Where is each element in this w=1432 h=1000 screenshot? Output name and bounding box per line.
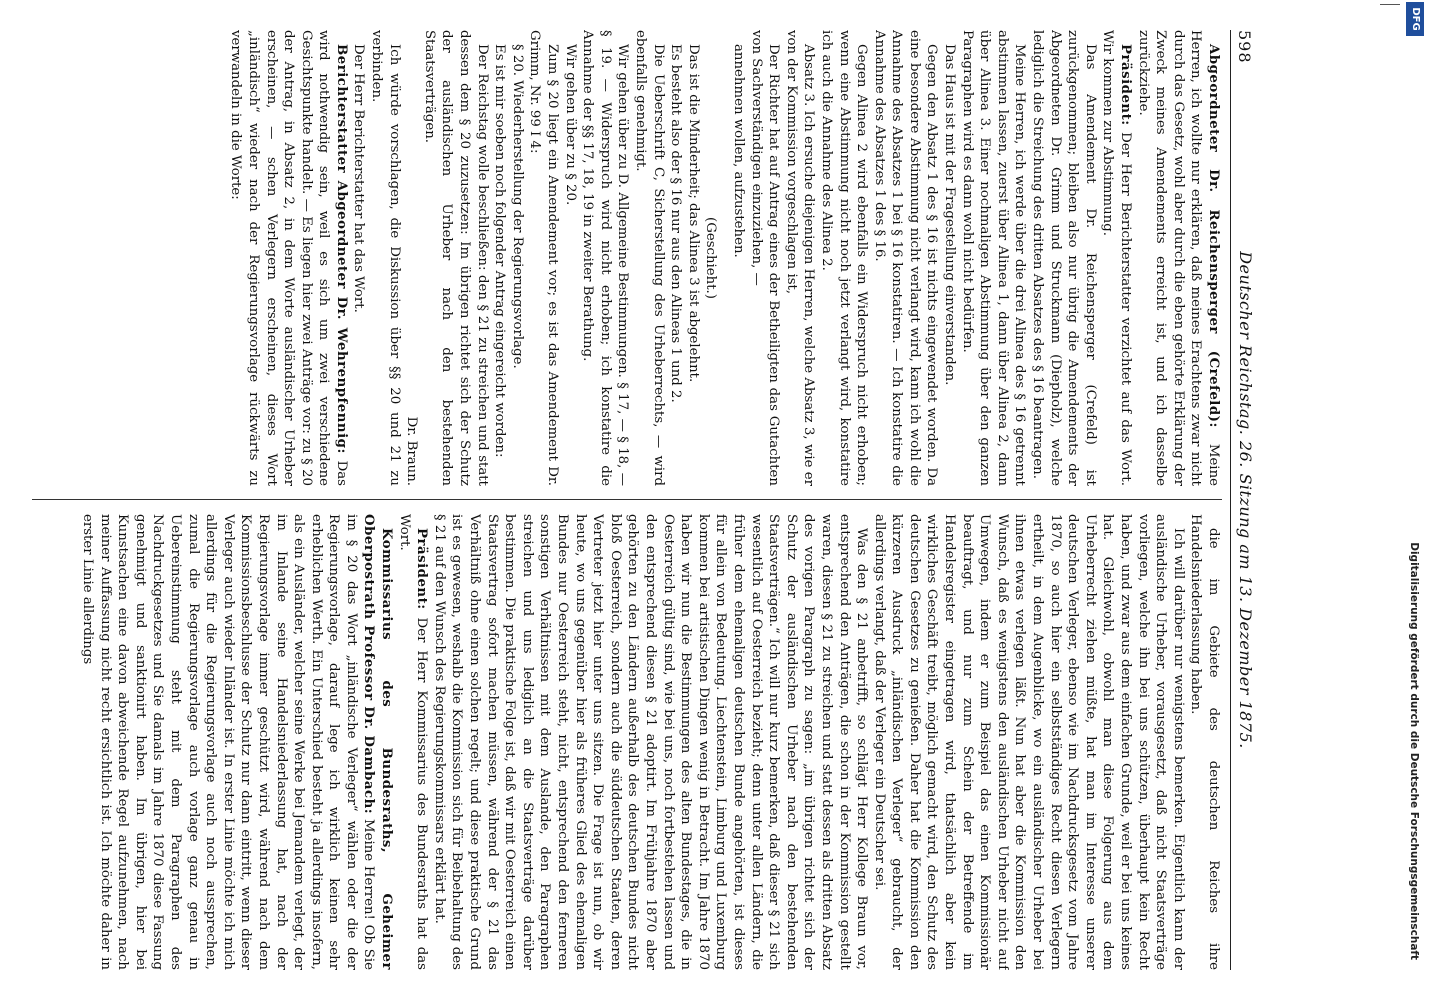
paragraph	[1028, 30, 1098, 486]
paragraph	[420, 30, 490, 486]
paragraph-text: Ich will darüber nur wenigstens bemerken. Eigentlich kann der ausländische Urheber, vorausgesetzt, daß nicht Staatsverträge vorliegen, welche ihn bei uns schützen, überhaupt kein Recht haben, und zwar aus dem einfachen Grunde, weil er bei uns keines hat. Gleichwohl, obwohl man diese Folgerung aus dem Urheberrecht ziehen müßte, hat man im Interesse unserer deutschen Verleger, ebenso wie im Nachdrucksgesetz vom Jahre 1870, so auch hier ein selbstständiges Recht diesen Verlegern ertheilt, in dem Augenblicke, wo ein ausländischer Urheber bei ihnen etwas verlegen läßt. Nun hat aber die Kommission den Wunsch, daß es wenigstens den ausländischen Urheber nicht auf Umwegen, indem er zum Beispiel das einen Kommissionär beauftragt, und nur zum Schein der Betreffende im Handelsregister eingetragen wird, thatsächlich aber kein wirkliches Geschäft treibt, möglich gemacht wird, den Schutz des deutschen Gesetzes zu genießen. Daher hat die Kommission den kürzeren Ausdruck „inländischen Verleger“ gebraucht, der allerdings verlangt, daß der Verleger ein Deutscher sei.	[871, 514, 1186, 970]
paragraph-text: (Geschieht.)	[703, 217, 719, 299]
paragraph	[395, 514, 430, 970]
paragraph-text: Der Herr Kommissarius des Bundesraths hat das Wort.	[396, 514, 430, 970]
paragraph-text: Was den § 21 anbetrifft, so schlägt Herr Kollege Braun vor, entsprechend den Anträgen, die schon in der Kommission gestellt waren, diesen § 21 zu streichen und statt dessen als dritten Absatz des vorigen Paragraph zu sagen: „im übrigen richtet sich der Schutz der ausländischen Urheber nach den bestehenden Staatsverträgen.“ Ich will nur kurz bemerken, daß dieser § 21 sich wesentlich auf Oesterreich bezieht; denn unter allen Ländern, die früher dem ehemaligen deutschen Bunde angehörten, ist dieses für allein von Bedeutung. Liechtenstein, Limburg und Luxemburg kommen bei artistischen Dingen wenig in Betracht. Im Jahre 1870 haben wir nun die Bestimmungen des alten Bundestages, die in Oesterreich gültig sind, wie bei uns, noch fortbestehen lassen und den entsprechend diesen § 21 adoptirt. Im Frühjahre 1870 aber gehörten zu den Ländern außerhalb des deutschen Bundes nicht bloß Oesterreich, sondern auch die süddeutschen Staaten, deren Vertreter jetzt hier unter uns sitzen. Die Frage ist nun, ob wir heute, wo uns gegenüber hier als früheres Glied des ehemaligen Bundes nur Oesterreich steht, nicht, entsprechend den ferneren sonstigen Verhältnissen mit dem Auslande, den Paragraphen streichen und uns lediglich an die Staatsverträge darüber bestimmen. Die praktische Folge ist, daß wir mit Oesterreich einen Staatsvertrag sofort machen müssen, während der § 21 das Verhältniß ohne einen solchen regelt; und diese praktische Grund ist es gewesen, weshalb die Kommission sich für Beibehaltung des § 21 auf den Wunsch des Regierungskommissars erklärt hat.	[431, 514, 870, 970]
paragraph	[78, 514, 395, 970]
scan-mark	[1380, 4, 1400, 5]
paragraph	[941, 30, 959, 486]
paragraph-text: Der Reichstag wolle beschließen: den § 21 zu streichen und statt dessen dem § 20 zuzusetzen: Im übrigen richtet sich der Schutz der ausländischen Urheber nach den bestehenden Staatsverträgen.	[421, 30, 490, 486]
paragraph-text: Der Richter hat auf Antrag eines der Betheiligten das Gutachten von Sachverständigen einzuziehen, —	[748, 30, 782, 486]
paragraph-text: Wir gehen über zu § 20.	[562, 44, 578, 206]
paragraph-text: Das wird nothwendig sein, weil es sich um zwei verschiedene Gesichtspunkte handelt. — Es liegen hier zwei Anträge vor: zu § 20 der Antrag, in Absatz 2, in dem Worte ausländischer Urheber erscheinen, — schen Verlegern erscheinen, dieses Wort „inländisch“ wieder nach der Regierungsvorlage rückwärts zu verwandeln in die Worte:	[228, 30, 349, 486]
paragraph-text: Es besteht also der § 16 nur aus den Alineas 1 und 2.	[668, 44, 684, 403]
paragraph	[403, 30, 421, 486]
paragraph-text: Dr. Braun.	[404, 416, 420, 486]
paragraph	[227, 30, 350, 486]
paragraph	[870, 30, 940, 486]
paragraph-text: Meine Herren! Ob Sie im § 20 das Wort „inländische Verleger“ wählen oder die der Regierungsvorlage, darauf lege ich wirklich keinen sehr erheblichen Werth. Ein Unterschied besteht ja allerdings insofern, als ein Ausländer, welcher seine Werke bei Jemandem verlegt, der im Inlande seine Handelsniederlassung hat, nach der Regierungsvorlage immer geschützt wird, während nach dem Kommissionsbeschlusse der Schutz nur dann eintritt, wenn dieser Verleger auch wieder Inländer ist. In erster Linie möchte ich mich allerdings für die Regierungsvorlage auch noch aussprechen, zumal die Regierungsvorlage auch vorlage ganz genau in Uebereinstimmung steht mit dem Paragraphen des Nachdruckgesetzes und Sie damals im Jahre 1870 diese Fassung genehmigt und sanktionirt haben. Im übrigen, hier bei Kunstsachen eine davon abweichende Regel aufzunehmen, nach meiner Auffassung nicht recht ersichtlich ist. Ich möchte daher in erster Linie allerdings	[80, 514, 377, 970]
side-notice-text: Digitalisierung gefördert durch die Deutsche Forschungsgemeinschaft	[1408, 542, 1420, 960]
paragraph-text: Es ist mir soeben noch folgender Antrag eingereicht worden:	[492, 44, 508, 458]
paragraph-text: Ich würde vorschlagen, die Diskussion über §§ 20 und 21 zu verbinden.	[369, 30, 402, 486]
paragraph-text: Der Herr Berichterstatter verzichtet auf das Wort. Wir kommen zur Abstimmung.	[1100, 30, 1134, 486]
paragraph-text: Zum § 20 liegt ein Amendement vor; es ist das Amendement Dr. Grimm, Nr. 99 I 4:	[527, 30, 561, 486]
paragraph	[782, 30, 817, 486]
paragraph-text: Absatz 3. Ich ersuche diejenigen Herren, welche Absatz 3, wie er von der Kommission vorgeschlagen ist,	[783, 30, 817, 486]
paragraph	[667, 30, 685, 486]
dfg-logo	[1406, 2, 1424, 36]
page-number: 598	[1235, 30, 1254, 64]
paragraph	[579, 30, 632, 486]
paragraph-text: annehmen wollen, aufzustehen.	[730, 44, 746, 258]
paragraph	[684, 30, 702, 486]
paragraph	[561, 30, 579, 486]
paragraph	[491, 30, 509, 486]
paragraph	[1099, 30, 1134, 486]
paragraph-text: Gegen Alinea 2 wird ebenfalls ein Widerspruch nicht erhoben; wenn eine Abstimmung nicht noch jetzt verlangt wird, konstatire ich auch die Annahme des Alinea 2.	[818, 30, 870, 486]
paragraph-text: Meine Herren, ich wollte nur erklären, daß meines Erachtens zwar nicht durch das Gesetz, wohl aber durch die eben gehörte Erklärung der Zweck meines Amendements erreicht ist, und ich dasselbe zurückziehe.	[1135, 30, 1221, 486]
paragraph	[747, 30, 782, 486]
speaker-name: Abgeordneter Dr. Reichensperger (Crefeld):	[1206, 44, 1221, 428]
paragraph-text: Wir gehen über zu D. Allgemeine Bestimmungen. § 17, — § 18, — § 19. — Widerspruch wird nicht erhoben; ich konstatire die Annahme der §§ 17, 18, 19 in zweiter Berathung.	[580, 30, 631, 486]
speaker-name: Präsident:	[414, 528, 430, 610]
paragraph	[729, 30, 747, 486]
paragraph-text: Das Haus ist mit der Fragestellung einverstanden.	[942, 44, 958, 386]
paragraph	[430, 514, 870, 970]
speaker-name: Präsident:	[1118, 44, 1134, 126]
paragraph-text: Meine Herren, ich werde über die drei Alinea des § 16 getrennt abstimmen lassen, zuerst über Alinea 1, dann über Alinea 2, dann über Alinea 3. Einer nochmaligen Abstimmung über den ganzen Paragraphen wird es dann wohl nicht bedürfen.	[959, 30, 1028, 486]
paragraph	[817, 30, 870, 486]
paragraph-text: Das ist die Minderheit; das Alinea 3 ist abgelehnt.	[685, 44, 701, 383]
paragraph	[631, 30, 666, 486]
speaker-name: Berichterstatter Abgeordneter Dr. Wehrenpfennig:	[333, 44, 349, 454]
paragraph	[508, 30, 526, 486]
paragraph-text: Die Ueberschrift C, Sicherstellung des Urheberrechts, — wird ebenfalls genehmigt.	[633, 30, 666, 486]
paragraph	[1187, 514, 1222, 970]
speaker-name: Kommissarius des Bundesraths, Geheimer Oberpostrath Professor Dr. Dambach:	[361, 514, 395, 970]
paragraph	[958, 30, 1028, 486]
paragraph	[350, 30, 368, 486]
paragraph	[1134, 30, 1222, 486]
dfg-logo-text: DFG	[1410, 7, 1421, 31]
paragraph	[870, 514, 1187, 970]
paragraph	[702, 30, 720, 486]
paragraph-text: Das Amendement Dr. Reichensperger (Crefeld) ist zurückgenommen; bleiben also nur übrig die Amendements der Abgeordneten Dr. Grimm und Struckmann (Diepholz), welche lediglich die Streichung des dritten Absatzes des § 16 beantragen.	[1030, 30, 1098, 486]
right-column	[32, 514, 1222, 970]
paragraph-text: § 20. Wiederherstellung der Regierungsvorlage.	[509, 44, 525, 369]
page-content	[26, 30, 1258, 970]
paragraph	[368, 30, 403, 486]
paragraph-text: Gegen den Absatz 1 des § 16 ist nichts eingewendet worden. Da eine besondere Abstimmung nicht verlangt wird, kann ich wohl die Annahme des Absatzes 1 bei § 16 konstatiren. — Ich konstatire die Annahme des Absatzes 1 des § 16.	[871, 30, 940, 486]
paragraph-text: Der Herr Berichterstatter hat das Wort.	[351, 44, 367, 313]
side-notice	[1404, 40, 1424, 960]
page-header	[1230, 30, 1258, 970]
paragraph	[526, 30, 561, 486]
paragraph-text: die im Gebiete des deutschen Reiches ihre Handelsniederlassung haben.	[1188, 514, 1221, 970]
running-title: Deutscher Reichstag. 26. Sitzung am 13. Dezember 1875.	[1236, 251, 1255, 749]
left-column	[32, 30, 1222, 486]
column-divider	[32, 499, 1222, 500]
